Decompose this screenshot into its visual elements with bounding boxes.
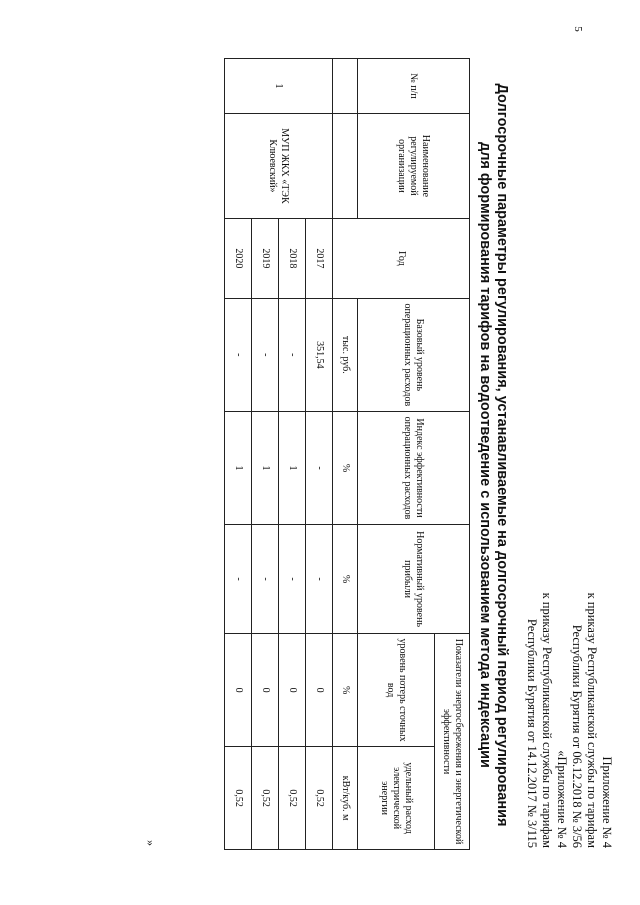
header-line: Республики Бурятия от 14.12.2017 № 3/115 <box>525 618 539 848</box>
loss-cell: 0 <box>279 634 306 747</box>
base-cell: - <box>252 298 279 411</box>
unit-cell-empty <box>333 59 358 114</box>
year-cell: 2017 <box>306 218 333 298</box>
table-row <box>306 59 333 850</box>
base-cell: - <box>279 298 306 411</box>
row-number: 1 <box>225 59 333 114</box>
header-line: «Приложение № 4 <box>555 750 569 848</box>
index-cell: 1 <box>252 411 279 524</box>
document-title: Долгосрочные параметры регулирования, устанавливаемые на долгосрочный период регулирования для формирования тарифов на водоотведение с использованием метода индексации <box>477 83 510 827</box>
organization-name: МУП ЖКХ «ТЭК Клюевский» <box>225 114 333 219</box>
rotated-sheet <box>100 10 620 870</box>
parameters-table <box>224 58 470 850</box>
profit-cell: - <box>225 525 252 634</box>
elec-cell: 0,52 <box>225 747 252 850</box>
table-header-row <box>435 59 470 850</box>
header-base: Базовый уровень операционных расходов <box>358 298 470 411</box>
header-elec: удельный расход электрической энергии <box>358 747 435 850</box>
header-index: Индекс эффективности операционных расходов <box>358 411 470 524</box>
unit-elec: кВт/куб. м <box>333 747 358 850</box>
header-year: Год <box>333 218 470 298</box>
header-line: к приказу Республиканской службы по тарифам <box>585 592 599 848</box>
closing-quote: » <box>144 840 158 846</box>
year-cell: 2020 <box>225 218 252 298</box>
unit-base: тыс. руб. <box>333 298 358 411</box>
units-row <box>333 59 358 850</box>
elec-cell: 0,52 <box>252 747 279 850</box>
header-energy-group: Показатели энергосбережения и энергетической эффективности <box>435 634 470 850</box>
header-profit: Нормативный уровень прибыли <box>358 525 470 634</box>
header-num: № п/п <box>358 59 470 114</box>
header-loss: уровень потерь сточных вод <box>358 634 435 747</box>
year-cell: 2018 <box>279 218 306 298</box>
header-org: Наименование регулируемой организации <box>358 114 470 219</box>
loss-cell: 0 <box>306 634 333 747</box>
elec-cell: 0,52 <box>279 747 306 850</box>
unit-index: % <box>333 411 358 524</box>
loss-cell: 0 <box>225 634 252 747</box>
page-number: 5 <box>572 26 584 32</box>
header-line: Приложение № 4 <box>600 756 614 848</box>
index-cell: - <box>306 411 333 524</box>
base-cell: 351,54 <box>306 298 333 411</box>
unit-profit: % <box>333 525 358 634</box>
profit-cell: - <box>279 525 306 634</box>
index-cell: 1 <box>279 411 306 524</box>
profit-cell: - <box>252 525 279 634</box>
loss-cell: 0 <box>252 634 279 747</box>
year-cell: 2019 <box>252 218 279 298</box>
unit-cell-empty <box>333 114 358 219</box>
index-cell: 1 <box>225 411 252 524</box>
profit-cell: - <box>306 525 333 634</box>
elec-cell: 0,52 <box>306 747 333 850</box>
unit-loss: % <box>333 634 358 747</box>
appendix-header <box>524 593 614 848</box>
header-line: Республики Бурятия от 06.12.2018 № 3/56 <box>570 624 584 848</box>
base-cell: - <box>225 298 252 411</box>
header-line: к приказу Республиканской службы по тарифам <box>540 592 554 848</box>
